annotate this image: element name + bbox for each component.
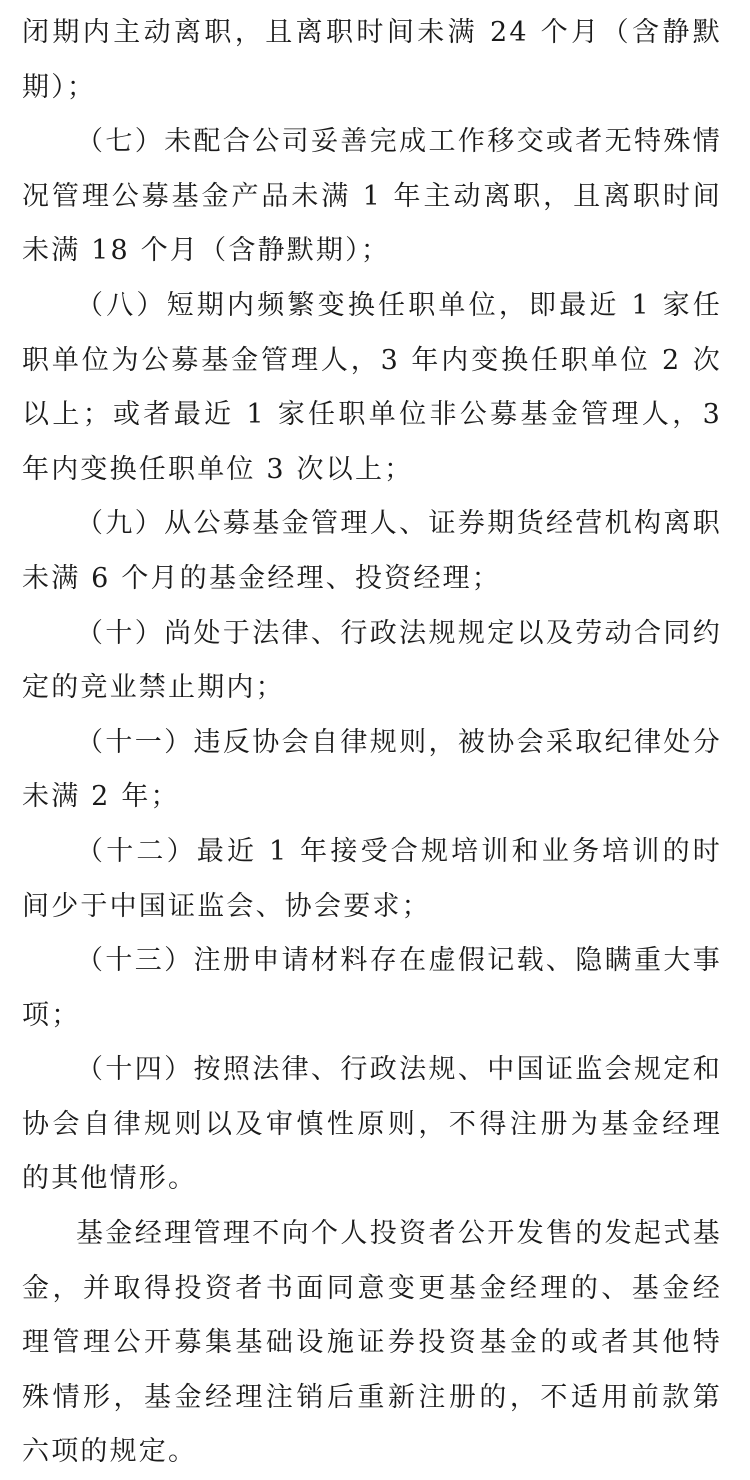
paragraph-item-14: （十四）按照法律、行政法规、中国证监会规定和协会自律规则以及审慎性原则，不得注册为基金经理的其他情形。 [22, 1054, 722, 1195]
paragraph-item-10: （十）尚处于法律、行政法规规定以及劳动合同约定的竞业禁止期内； [22, 617, 722, 704]
paragraph-item-9: （九）从公募基金管理人、证券期货经营机构离职未满 6 个月的基金经理、投资经理； [22, 508, 722, 594]
paragraph-item-8: （八）短期内频繁变换任职单位，即最近 1 家任职单位为公募基金管理人，3 年内变换任职单位 2 次以上；或者最近 1 家任职单位非公募基金管理人，3 年内变换任职单位 3 次以上； [22, 289, 722, 485]
paragraph-item-11: （十一）违反协会自律规则，被协会采取纪律处分未满 2 年； [22, 726, 722, 813]
paragraph-exception: 基金经理管理不向个人投资者公开发售的发起式基金，并取得投资者书面同意变更基金经理的、基金经理管理公开募集基础设施证券投资基金的或者其他特殊情形，基金经理注销后重新注册的，不适用前款第六项的规定。 [22, 1218, 722, 1468]
paragraph-item-12: （十二）最近 1 年接受合规培训和业务培训的时间少于中国证监会、协会要求； [22, 835, 722, 922]
paragraph-continued: 闭期内主动离职，且离职时间未满 24 个月（含静默期）； [22, 17, 722, 103]
paragraph-item-7: （七）未配合公司妥善完成工作移交或者无特殊情况管理公募基金产品未满 1 年主动离职，且离职时间未满 18 个月（含静默期）； [22, 126, 722, 267]
paragraph-item-13: （十三）注册申请材料存在虚假记载、隐瞒重大事项； [22, 945, 722, 1031]
document-body [22, 6, 722, 1480]
